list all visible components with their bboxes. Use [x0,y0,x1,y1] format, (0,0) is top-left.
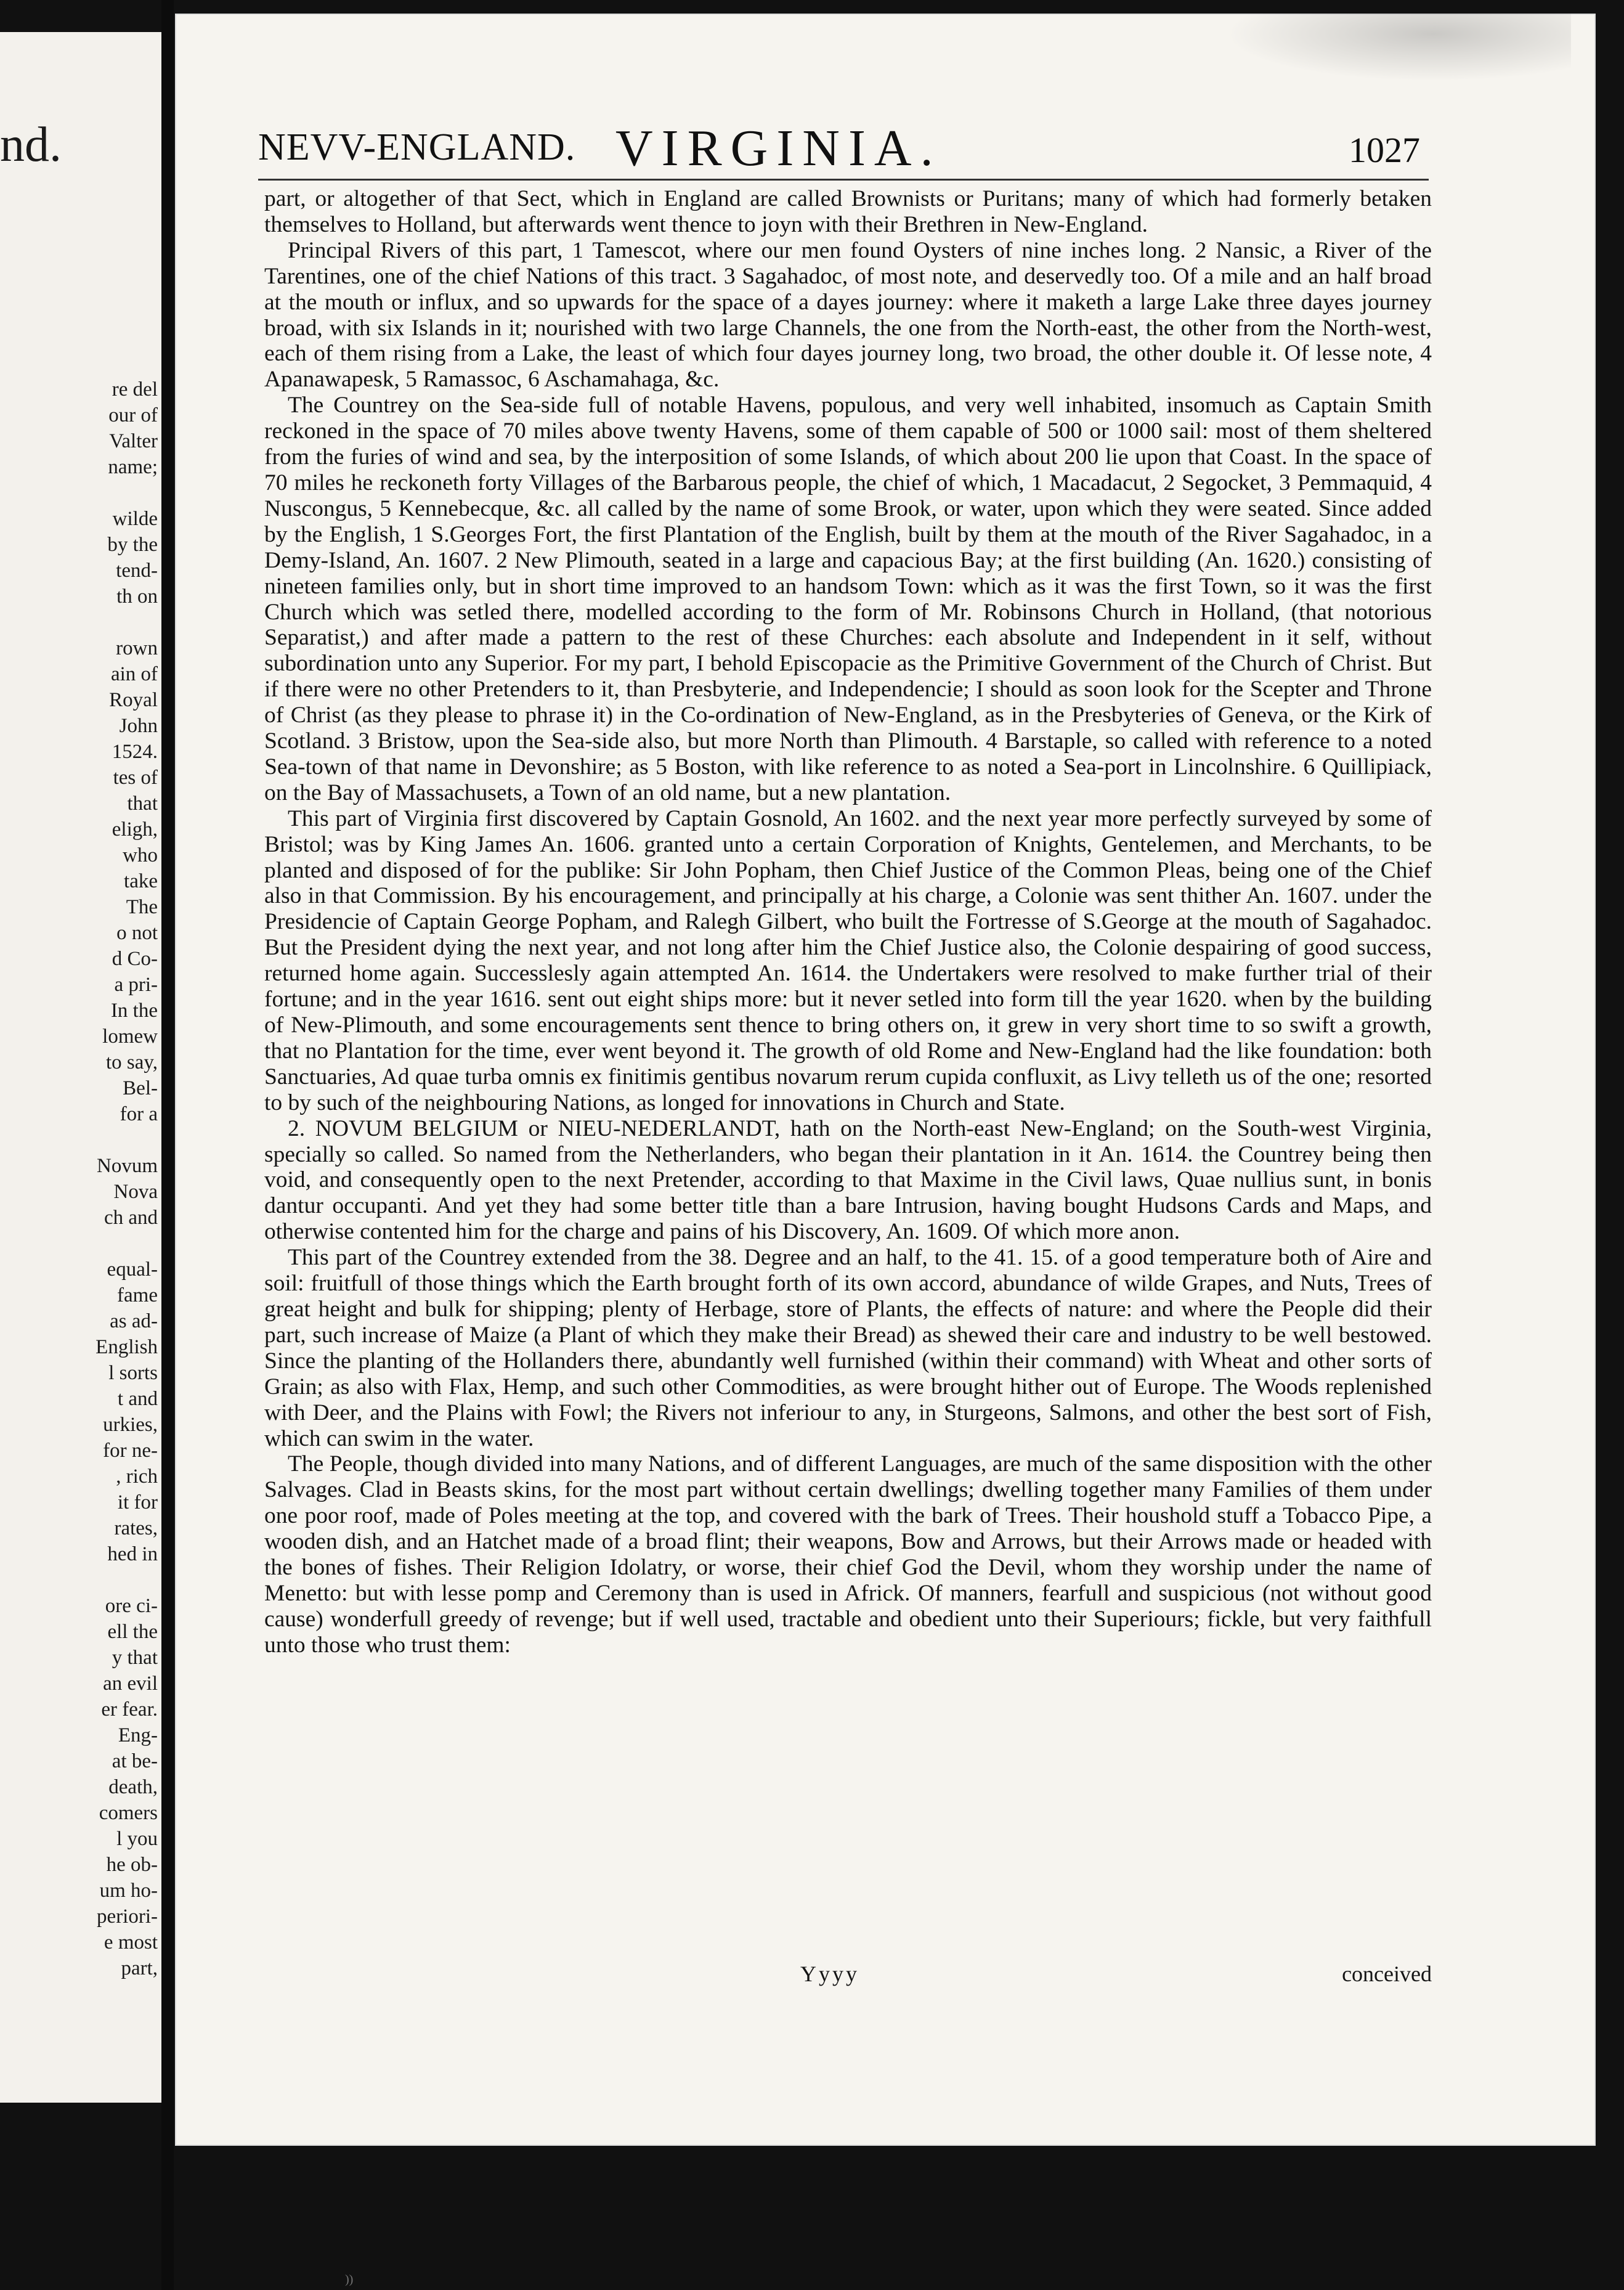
paragraph-discovery: This part of Virginia first discovered by Captain Gosnold, An 1602. and the next year more perfectly surveyed by some of Bristol; was by King James An. 1606. granted unto a certain Corporation of Knights, Gentelemen, and Merchants, to be planted and disposed of for the publike: Sir John Popham, then Chief Justice of the Common Pleas, being one of the Chief also in that Commission. By his encouragement, and principally at his charge, a Colonie was sent thither An. 1607. under the Presidencie of Captain George Popham, and Ralegh Gilbert, who built the Fortresse of S.George at the mouth of Sagahadoc. But the President dying the next year, and not long after him the Chief Justice also, the Colonie despairing of good success, returned home again. Successlesly again attempted An. 1614. the Undertakers were resolved to make further trial of their fortune; and in the year 1616. sent out eight ships more: but it never setled into form till the year 1620. when by the building of New-Plimouth, and some encouragements sent thence to bring others on, it grew in very short time to so swift a growth, that no Plantation for the time, ever went beyond it. The growth of old Rome and New-England had the like foundation: both Sanctuaries, Ad quae turba omnis ex finitimis gentibus novarum rerum cupida confluxit, as Livy telleth us of the one; resorted to by such of the neighbouring Nations, as longed for innovations in Church and State. [264,805,1432,1115]
left-page-line: ch and [104,1207,158,1229]
left-page-line: er fear. [101,1698,158,1721]
left-page-line: to say, [105,1051,158,1074]
left-page-line: name; [108,456,158,478]
running-head [258,118,1441,177]
left-page-line: comers [99,1802,158,1824]
page-number: 1027 [1349,130,1420,170]
left-page-line: death, [108,1776,158,1798]
left-page-line: rates, [114,1517,158,1539]
signature-mark: Yyyy [800,1962,859,1986]
left-page-line: e most [104,1931,158,1954]
left-page-line: o not [116,922,158,944]
left-page-line: rown [116,637,158,659]
left-page-line: our of [108,404,158,426]
left-page-line: In the [110,1000,158,1022]
left-page-line: periori- [97,1905,158,1928]
left-page-line: 1524. [112,741,158,763]
left-page-line: John [119,715,158,737]
left-page-line: it for [117,1491,158,1514]
left-page-line: an evil [103,1673,158,1695]
left-page-line: by the [107,534,158,556]
page-stain [1226,14,1571,81]
left-page-line: Eng- [118,1724,158,1746]
left-page-line: tes of [113,767,158,789]
left-page-line: Valter [109,430,158,452]
left-page-line: for ne- [103,1440,158,1462]
left-page-line: d Co- [112,948,158,970]
left-page-line: Novum [97,1155,158,1177]
left-page-line: ore ci- [105,1595,158,1617]
left-page-line: Bel- [123,1077,158,1099]
left-page-line: urkies, [103,1414,158,1436]
left-page-fragment [0,32,161,2103]
left-page-line: he ob- [106,1854,158,1876]
left-page-line: English [95,1336,158,1358]
left-page-line: ain of [110,663,158,685]
left-page-line: that [127,793,158,815]
left-page-line: The [126,896,158,918]
book-page [175,14,1596,2146]
left-page-line: ell the [107,1621,158,1643]
left-page-line: as ad- [110,1310,158,1332]
paragraph-people: The People, though divided into many Nations, and of different Languages, are much of the same disposition with the other Salvages. Clad in Beasts skins, for the most part without certain dwellings; dwelling together many Families of them under one poor roof, made of Poles meeting at the top, and covered with the bark of Trees. Their houshold stuff a Tobacco Pipe, a wooden dish, and an Hatchet made of a broad flint; their weapons, Bow and Arrows, but their Arrows made or headed with the bones of fishes. Their Religion Idolatry, or worse, their chief God the Devil, whom they worship under the name of Menetto: but with lesse pomp and Ceremony than is used in Africk. Of manners, fearfull and suspicious (not without good cause) wonderfull greedy of revenge; but if well used, tractable and obedient unto their Superiours; fickle, but very faithfull unto those who trust them: [264,1451,1432,1658]
left-page-line: fame [117,1284,158,1306]
paragraph-rivers: Principal Rivers of this part, 1 Tamescot, where our men found Oysters of nine inches long. 2 Nansic, a River of the Tarentines, one of the chief Nations of this tract. 3 Sagahadoc, of most note, and deservedly too. Of a mile and an half broad at the mouth or influx, and so upwards for the space of a dayes journey: where it maketh a large Lake three dayes journey broad, with six Islands in it; nourished with two large Channels, the one from the North-east, the other from the North-west, each of them rising from a Lake, the least of which four dayes journey long, two broad, the other double it. Of lesse note, 4 Apanawapesk, 5 Ramassoc, 6 Aschamahaga, &c. [264,237,1432,393]
catchword: conceived [1342,1962,1432,1986]
left-page-title-fragment: nd. [0,118,62,172]
left-page-line: Royal [109,689,158,711]
left-page-line: tend- [116,560,158,582]
running-head-title: VIRGINIA. [615,120,942,177]
left-page-line: who [123,844,158,866]
left-page-line: part, [121,1957,158,1979]
book-gutter [161,0,174,2290]
left-page-line: take [124,870,158,892]
left-page-line: y that [112,1647,158,1669]
left-page-line: hed in [107,1543,158,1565]
left-page-line: a pri- [114,974,158,996]
left-page-line: l you [116,1828,158,1850]
page-footer [264,1961,1432,1988]
paragraph-countrey: This part of the Countrey extended from the 38. Degree and an half, to the 41. 15. of a good temperature both of Aire and soil: fruitfull of those things which the Earth brought forth of its own accord, abundance of wilde Grapes, and Nuts, Trees of great height and bulk for shipping; plenty of Herbage, store of Plants, the effects of nature: and where the People did their part, such increase of Maize (a Plant of which they make their Bread) as shewed their care and industry to be well bestowed. Since the planting of the Hollanders there, abundantly well furnished (within their command) with Wheat and other sorts of Grain; as also with Flax, Hemp, and such other Commodities, as were brought hither out of Europe. The Woods replenished with Deer, and the Plains with Fowl; the Rivers not inferiour to any, in Sturgeons, Salmons, and other the best sort of Fish, which can swim in the water. [264,1245,1432,1451]
left-page-line: wilde [112,508,158,530]
left-page-line: lomew [102,1025,158,1048]
paragraph-continuation: part, or altogether of that Sect, which in England are called Brownists or Puritans; many of which had formerly betaken themselves to Holland, but afterwards went thence to joyn with their Brethren in New-England. [264,186,1432,237]
left-page-line: Nova [113,1181,158,1203]
left-page-line: re del [112,378,158,401]
left-page-line: th on [116,585,158,608]
left-page-line: um ho- [99,1880,158,1902]
page-body [264,186,1432,1658]
paragraph-novum-belgium: 2. NOVUM BELGIUM or NIEU-NEDERLANDT, hath on the North-east New-England; on the South-west Virginia, specially so called. So named from the Netherlanders, who began their plantation in it An. 1614. the Countrey being then void, and consequently open to the next Pretender, according to that Maxime in the Civil laws, Quae nullius sunt, in bonis dantur occupanti. And yet they had some better title than a bare Intrusion, having bought Hudsons Cards and Maps, and otherwise contented him for the charge and pains of his Discovery, An. 1609. Of which more anon. [264,1115,1432,1245]
running-head-left: NEVV-ENGLAND. [258,126,576,168]
left-page-line: for a [120,1103,158,1125]
left-page-line: , rich [116,1465,158,1488]
left-page-line: t and [117,1388,158,1410]
left-page-line: eligh, [112,818,158,841]
left-page-line: l sorts [108,1362,158,1384]
left-page-line: at be- [112,1750,158,1772]
bottom-marks: )) [345,2273,354,2286]
header-rule [258,179,1429,181]
left-page-line: equal- [107,1258,158,1281]
paragraph-havens: The Countrey on the Sea-side full of notable Havens, populous, and very well inhabited, insomuch as Captain Smith reckoned in the space of 70 miles above twenty Havens, some of them capable of 500 or 1000 sail: most of them sheltered from the furies of wind and sea, by the interposition of some Islands, of which about 200 lie upon that Coast. In the space of 70 miles he reckoneth forty Villages of the Barbarous people, the chief of which, 1 Macadacut, 2 Segocket, 3 Pemmaquid, 4 Nuscongus, 5 Kennebecque, &c. all called by the name of some Brook, or water, upon which they were seated. Since added by the English, 1 S.Georges Fort, the first Plantation of the English, built by them at the mouth of the River Sagahadoc, in a Demy-Island, An. 1607. 2 New Plimouth, seated in a large and capacious Bay; at the first building (An. 1620.) consisting of nineteen families only, but in short time improved to an handsom Town: which as it was the first Town, so it was the first Church which was setled there, modelled according to the form of Mr. Robinsons Church in Holland, (that notorious Separatist,) and after made a pattern to the rest of these Churches: each absolute and Independent in it self, without subordination unto any Superior. For my part, I behold Episcopacie as the Primitive Government of the Church of Christ. But if there were no other Pretenders to it, than Presbyterie, and Independencie; I should as soon look for the Scepter and Throne of Christ (as they please to phrase it) in the Co-ordination of New-England, as in the Presbyteries of Geneva, or the Kirk of Scotland. 3 Bristow, upon the Sea-side also, but more North than Plimouth. 4 Barstaple, so called with reference to a noted Sea-town of that name in Devonshire; as 5 Boston, with like reference to as noted a Sea-port in Lincolnshire. 6 Quillipiack, on the Bay of Massachusets, a Town of an old name, but a new plantation. [264,393,1432,805]
